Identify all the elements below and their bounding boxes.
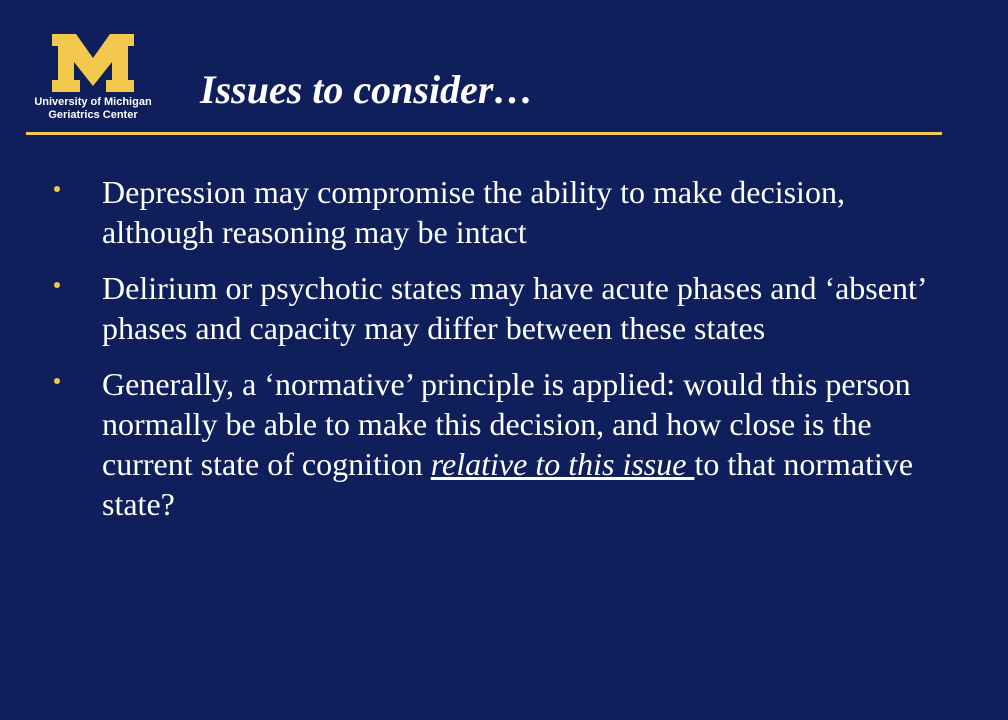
bullet-text: Depression may compromise the ability to make decision, although reasoning may be intact <box>102 174 845 250</box>
logo-center-name: Geriatrics Center <box>48 109 138 121</box>
bullet-dot-icon <box>54 378 60 384</box>
bullet-item-delirium <box>50 268 950 348</box>
bullet-text: Delirium or psychotic states may have acute phases and ‘absent’ phases and capacity may differ between these states <box>102 270 926 346</box>
bullet-text-before: Generally, a ‘normative’ principle is applied: would this person normally be able to make this decision, and how close is the current state of cognition <box>102 366 911 482</box>
university-logo <box>28 28 158 128</box>
bullet-list <box>50 172 950 540</box>
bullet-item-depression <box>50 172 950 252</box>
bullet-dot-icon <box>54 282 60 288</box>
bullet-dot-icon <box>54 186 60 192</box>
bullet-emphasis: relative to this issue <box>430 446 695 482</box>
logo-university-name: University of Michigan <box>34 96 152 108</box>
slide-title: Issues to consider… <box>200 67 534 112</box>
bullet-text-after: to that normative state? <box>102 446 914 522</box>
block-m-icon <box>50 32 136 94</box>
title-divider <box>26 132 942 135</box>
bullet-item-normative <box>50 364 950 524</box>
